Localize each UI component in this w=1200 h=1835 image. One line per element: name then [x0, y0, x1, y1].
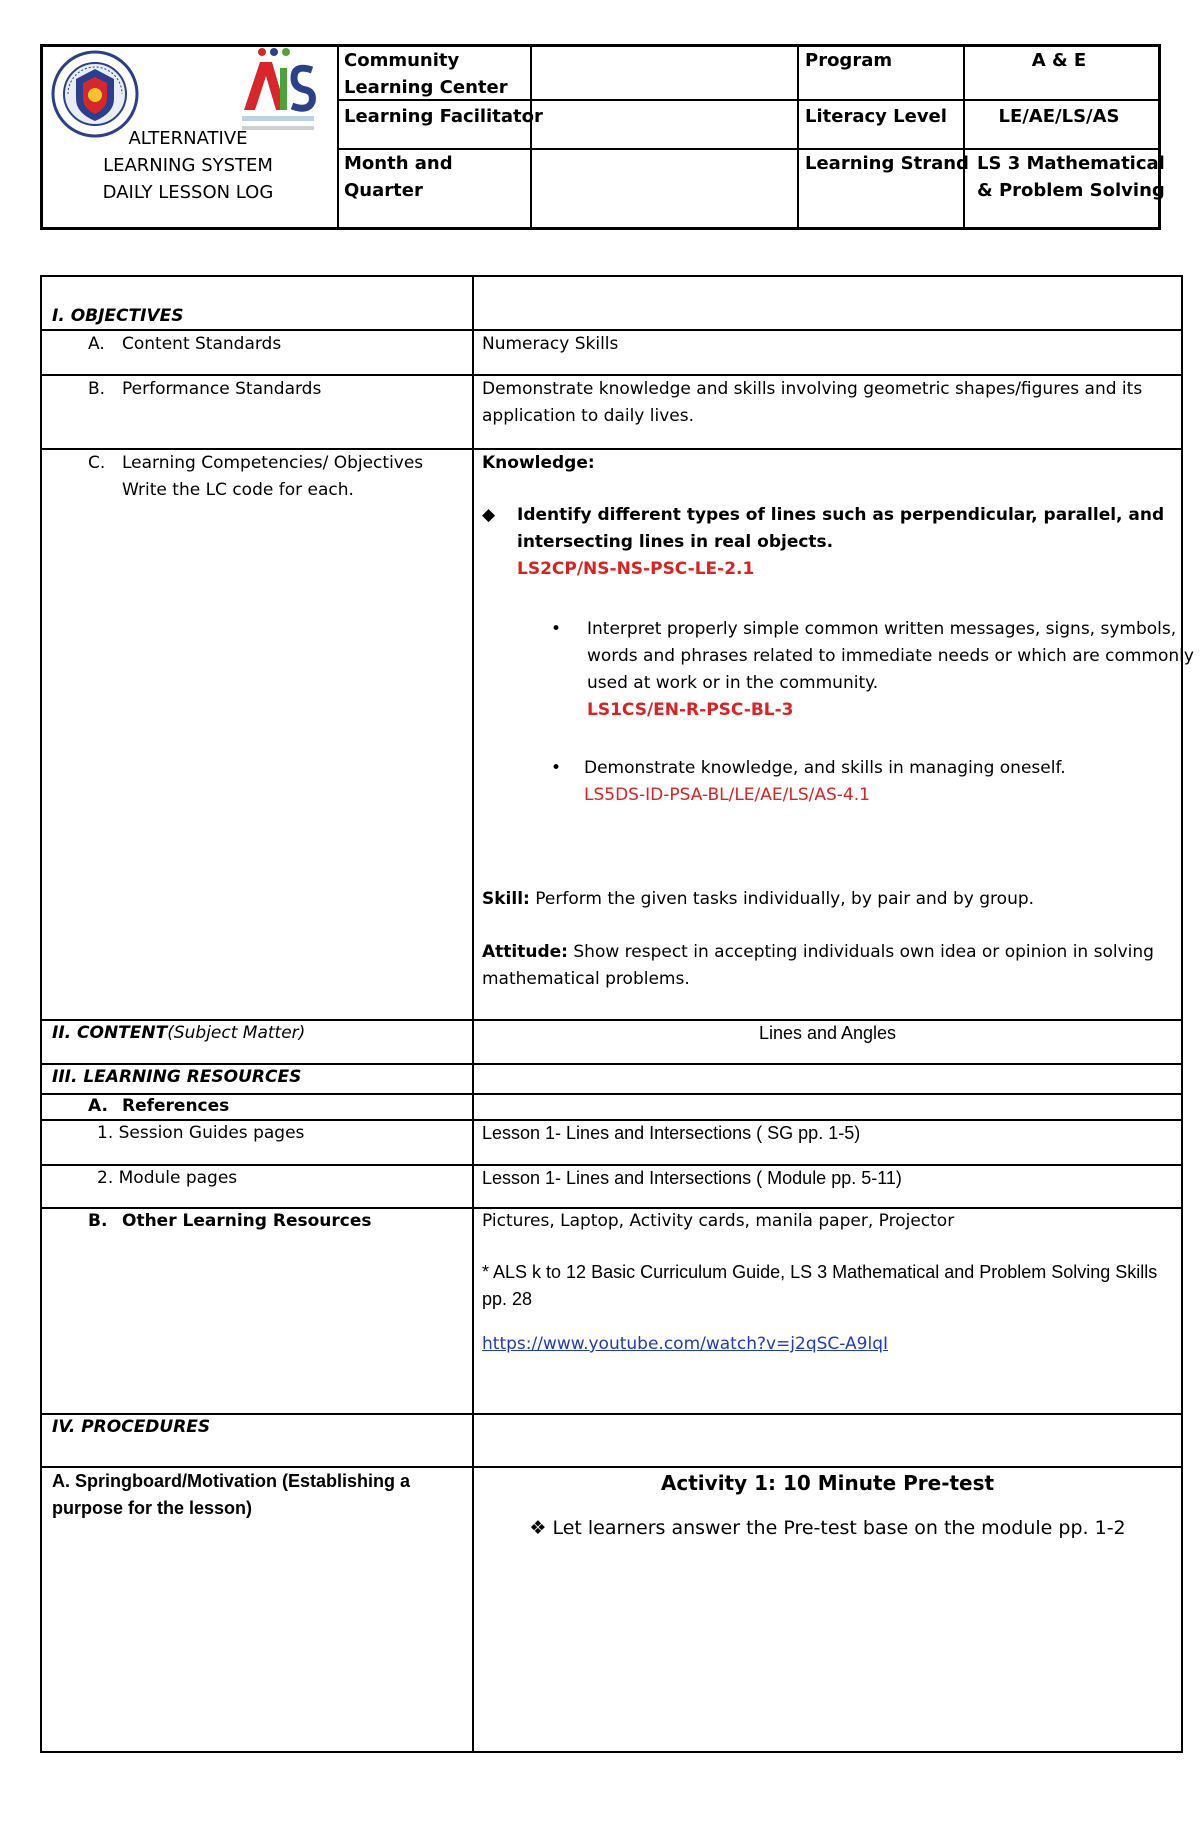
curriculum-guide-reference: * ALS k to 12 Basic Curriculum Guide, LS 3 Mathematical and Problem Solving Skills pp. 28 [482, 1262, 1158, 1309]
learning-facilitator-label: Learning Facilitator [344, 106, 543, 127]
module-pages-value: Lesson 1- Lines and Intersections ( Module pp. 5-11) [482, 1168, 902, 1188]
references-letter: A. [88, 1096, 108, 1116]
title-line-3: DAILY LESSON LOG [102, 182, 274, 203]
skill-label: Skill: [482, 889, 530, 909]
resources-heading: III. LEARNING RESOURCES [52, 1067, 302, 1087]
diamond-bullet-icon: ◆ [482, 505, 496, 525]
community-learning-center-label: Community Learning Center [344, 50, 508, 98]
other-resources-materials: Pictures, Laptop, Activity cards, manila paper, Projector [482, 1211, 955, 1231]
skill-line [482, 886, 1034, 913]
module-pages-label: 2. Module pages [97, 1168, 238, 1188]
youtube-link[interactable]: https://www.youtube.com/watch?v=j2qSC-A9lqI [482, 1334, 889, 1354]
skill-text: Perform the given tasks individually, by pair and by group. [535, 889, 1035, 909]
literacy-level-value: LE/AE/LS/AS [998, 106, 1120, 127]
activity-item: ❖ Let learners answer the Pre-test base on the module pp. 1-2 [529, 1517, 1126, 1539]
springboard-label: A. Springboard/Motivation (Establishing a purpose for the lesson) [52, 1471, 411, 1518]
month-quarter-label: Month and Quarter [344, 153, 453, 201]
content-value: Lines and Angles [758, 1023, 897, 1043]
learning-competencies-letter: C. [88, 453, 106, 473]
bullet-1-code: LS1CS/EN-R-PSC-BL-3 [587, 700, 794, 720]
performance-standards-label: Performance Standards [122, 379, 322, 399]
references-label: References [122, 1096, 230, 1116]
competency-bullet-2: Demonstrate knowledge, and skills in managing oneself. LS5DS-ID-PSA-BL/LE/AE/LS/AS-4.1 [584, 755, 1066, 809]
attitude-label: Attitude: [482, 942, 568, 962]
procedures-heading: IV. PROCEDURES [52, 1417, 211, 1437]
knowledge-label: Knowledge: [482, 453, 595, 473]
title-line-2: LEARNING SYSTEM [103, 155, 273, 176]
competency-bullet-1: Interpret properly simple common written messages, signs, symbols, words and phrases related to immediate needs or which are commonly used at work or in the community. LS1CS/EN-R-PSC-BL-3 [587, 616, 1194, 724]
other-resources-letter: B. [88, 1211, 108, 1231]
learning-strand-label: Learning Strand [805, 153, 969, 174]
content-standards-value: Numeracy Skills [482, 334, 619, 354]
title-line-1: ALTERNATIVE [128, 128, 248, 149]
objectives-heading: I. OBJECTIVES [52, 306, 184, 326]
content-standards-letter: A. [88, 334, 105, 354]
knowledge-code: LS2CP/NS-NS-PSC-LE-2.1 [517, 559, 755, 579]
other-resources-label: Other Learning Resources [122, 1211, 372, 1231]
bullet-2-code: LS5DS-ID-PSA-BL/LE/AE/LS/AS-4.1 [584, 785, 870, 805]
bullet-dot-icon: • [551, 758, 562, 778]
performance-standards-value: Demonstrate knowledge and skills involving geometric shapes/figures and its application to daily lives. [482, 379, 1143, 426]
content-standards-label: Content Standards [122, 334, 282, 354]
activity-title: Activity 1: 10 Minute Pre-test [660, 1471, 995, 1495]
four-diamond-bullet-icon: ❖ [529, 1517, 547, 1539]
literacy-level-label: Literacy Level [805, 106, 947, 127]
attitude-block: Attitude: Show respect in accepting individuals own idea or opinion in solving mathematical problems. [482, 942, 1154, 989]
session-guides-value: Lesson 1- Lines and Intersections ( SG pp. 1-5) [482, 1123, 861, 1143]
program-label: Program [805, 50, 893, 71]
learning-strand-value: LS 3 Mathematical & Problem Solving [977, 153, 1165, 201]
knowledge-item: Identify different types of lines such as perpendicular, parallel, and intersecting lines in real objects. LS2CP/NS-NS-PSC-LE-2.1 [517, 502, 1164, 583]
learning-competencies-label: Learning Competencies/ Objectives Write the LC code for each. [122, 453, 424, 500]
bullet-dot-icon: • [551, 619, 562, 639]
performance-standards-letter: B. [88, 379, 106, 399]
header-title [40, 125, 336, 206]
content-heading: II. CONTENT(Subject Matter) [52, 1023, 306, 1043]
session-guides-label: 1. Session Guides pages [97, 1123, 305, 1143]
program-value: A & E [1031, 50, 1087, 71]
